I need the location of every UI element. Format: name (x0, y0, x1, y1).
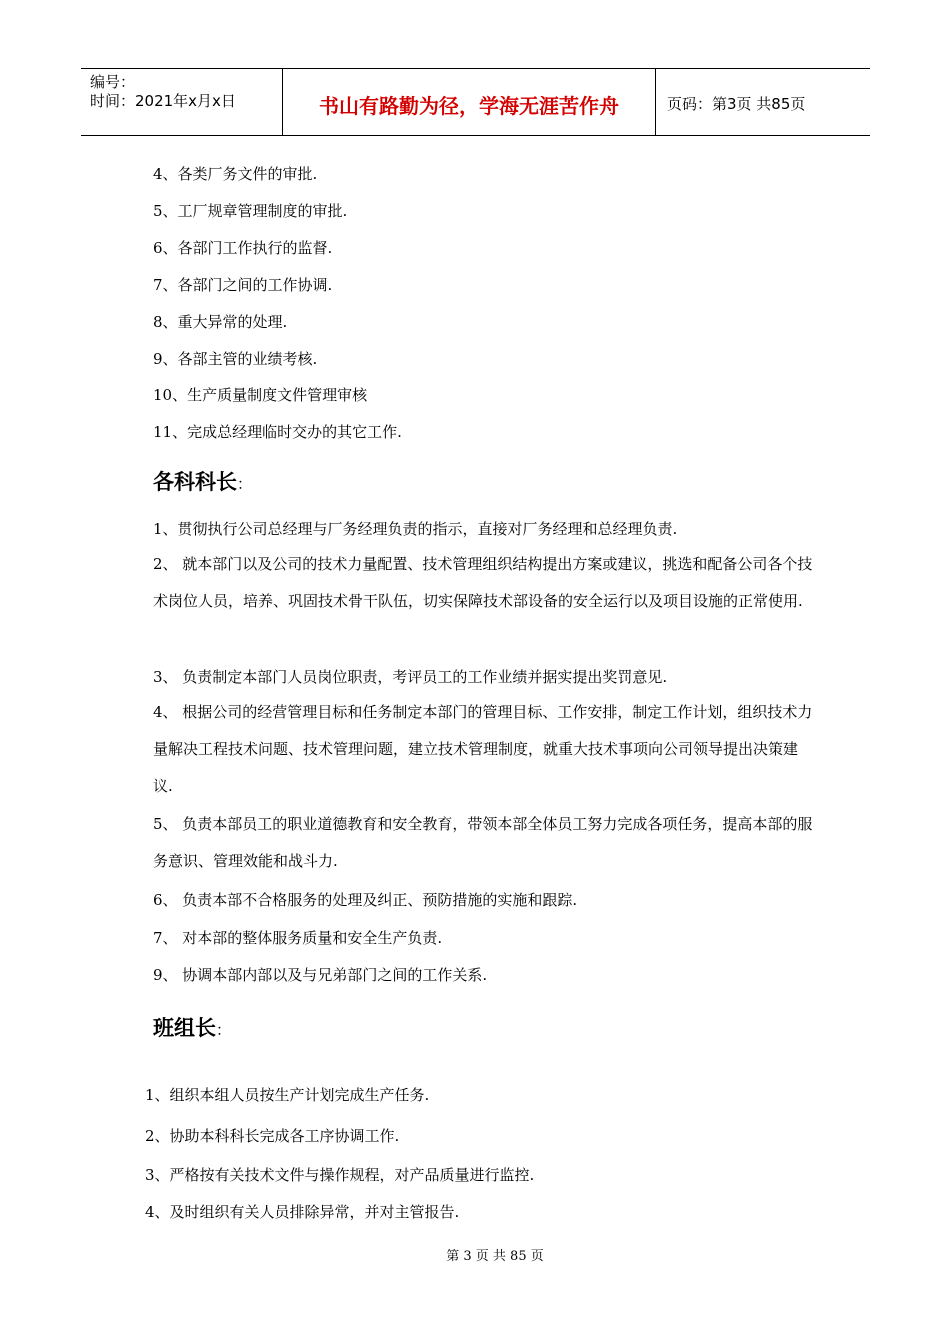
list-item: 7、各部门之间的工作协调. (153, 276, 333, 294)
page-footer: 第 3 页 共 85 页 (446, 1249, 544, 1264)
list-item: 4、及时组织有关人员排除异常，并对主管报告. (145, 1203, 460, 1221)
time-label: 时间：2021年x月x日 (90, 92, 236, 110)
list-item: 1、组织本组人员按生产计划完成生产任务. (145, 1086, 430, 1104)
list-item: 11、完成总经理临时交办的其它工作. (153, 423, 402, 441)
list-item: 4、各类厂务文件的审批. (153, 165, 318, 183)
list-item: 2、 就本部门以及公司的技术力量配置、技术管理组织结构提出方案或建议，挑选和配备公司各个技术岗位人员，培养、巩固技术骨干队伍，切实保障技术部设备的安全运行以及项目设施的正常使用. (153, 555, 813, 610)
list-item: 2、协助本科科长完成各工序协调工作. (145, 1127, 400, 1145)
list-item: 3、 负责制定本部门人员岗位职责，考评员工的工作业绩并据实提出奖罚意见. (153, 668, 668, 686)
list-item: 4、 根据公司的经营管理目标和任务制定本部门的管理目标、工作安排，制定工作计划，组织技术力量解决工程技术问题、技术管理问题，建立技术管理制度，就重大技术事项向公司领导提出决策建议. (153, 703, 813, 795)
heading-text: 各科科长 (153, 470, 237, 494)
list-item: 3、严格按有关技术文件与操作规程，对产品质量进行监控. (145, 1166, 535, 1184)
list-item: 10、生产质量制度文件管理审核 (153, 386, 368, 404)
list-item: 5、工厂规章管理制度的审批. (153, 202, 348, 220)
header-meta (81, 69, 283, 135)
list-item: 8、重大异常的处理. (153, 313, 288, 331)
list-item: 6、各部门工作执行的监督. (153, 239, 333, 257)
list-item: 6、 负责本部不合格服务的处理及纠正、预防措施的实施和跟踪. (153, 891, 578, 909)
heading-text: 班组长 (153, 1016, 216, 1040)
list-item: 5、 负责本部员工的职业道德教育和安全教育，带领本部全体员工努力完成各项任务，提高本部的服务意识、管理效能和战斗力. (153, 815, 813, 870)
list-item: 7、 对本部的整体服务质量和安全生产负责. (153, 929, 443, 947)
heading-colon: ： (216, 1021, 232, 1039)
heading-colon: ： (237, 475, 253, 493)
page-header (81, 68, 870, 136)
list-item: 9、 协调本部内部以及与兄弟部门之间的工作关系. (153, 966, 488, 984)
number-label: 编号： (90, 73, 136, 91)
header-page-info: 页码：第3页 共85页 (667, 94, 806, 113)
section-heading-team-leaders (153, 1012, 231, 1042)
header-motto: 书山有路勤为径，学海无涯苦作舟 (283, 69, 656, 135)
section-heading-section-chiefs (153, 466, 252, 496)
list-item: 9、各部主管的业绩考核. (153, 350, 318, 368)
list-item: 1、贯彻执行公司总经理与厂务经理负责的指示，直接对厂务经理和总经理负责. (153, 520, 678, 538)
